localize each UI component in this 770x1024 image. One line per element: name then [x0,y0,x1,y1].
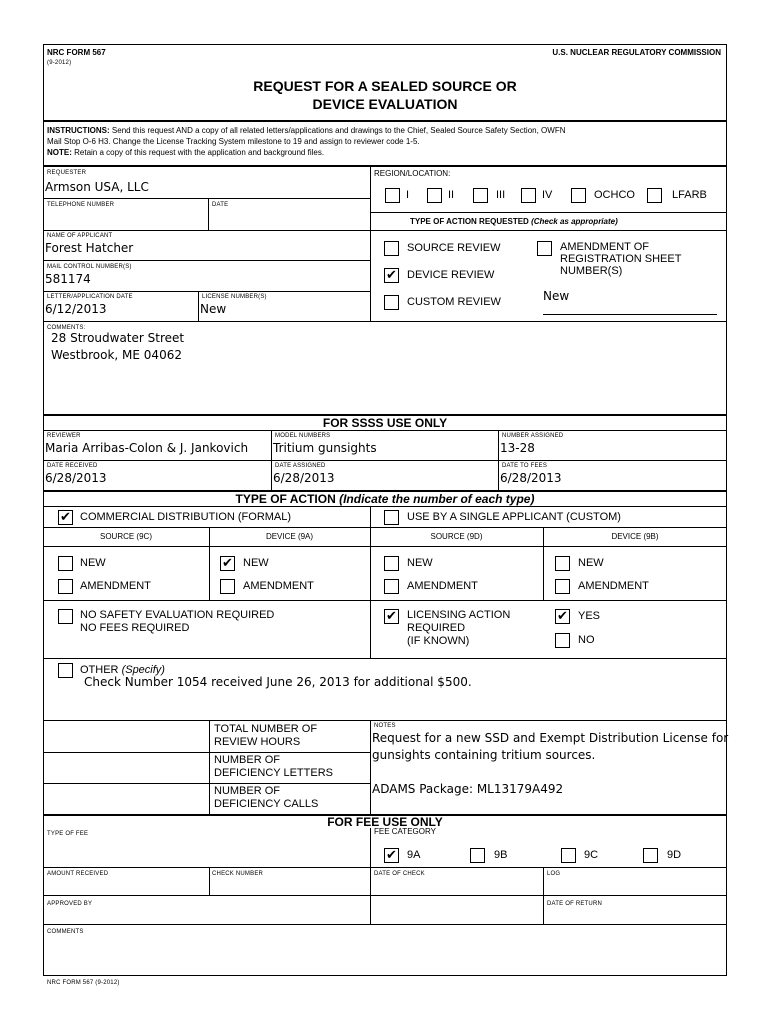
custom-review-label: CUSTOM REVIEW [407,296,501,308]
log-label: LOG [547,871,561,877]
requester-value[interactable]: Armson USA, LLC [45,180,149,194]
licensing-action-checkbox[interactable]: ✔ [384,609,399,624]
source-9c-header: SOURCE (9C) [99,532,152,541]
deficiency-calls-line2: DEFICIENCY CALLS [214,798,319,810]
9d-amendment-label: AMENDMENT [407,580,478,592]
number-assigned-label: NUMBER ASSIGNED [502,433,564,439]
licensing-no-label: NO [578,634,595,646]
ssss-header: FOR SSSS USE ONLY [322,416,448,430]
date-of-return-label: DATE OF RETURN [547,901,603,907]
9a-new-checkbox[interactable]: ✔ [220,556,235,571]
licensing-yes-checkbox[interactable]: ✔ [555,609,570,624]
9b-amendment-checkbox[interactable] [555,579,570,594]
letter-date-label: LETTER/APPLICATION DATE [47,294,133,300]
9c-amendment-label: AMENDMENT [80,580,151,592]
requester-label: REQUESTER [47,170,87,176]
region-iv-checkbox[interactable] [521,188,536,203]
region-ochco-checkbox[interactable] [571,188,586,203]
region-i-checkbox[interactable] [385,188,400,203]
date-received-label: DATE RECEIVED [47,463,98,469]
9a-new-label: NEW [243,557,269,569]
fee-9b-checkbox[interactable] [470,848,485,863]
commercial-distribution-label: COMMERCIAL DISTRIBUTION (FORMAL) [80,511,292,523]
note-text: Retain a copy of this request with the application and background files. [74,148,325,157]
device-9a-header: DEVICE (9A) [265,532,314,541]
licensing-action-label [407,609,510,648]
form-number: NRC FORM 567 [47,48,106,57]
applicant-name-value[interactable]: Forest Hatcher [45,241,134,255]
fee-9d-checkbox[interactable] [643,848,658,863]
fee-9c-label: 9C [584,849,599,861]
amendment-value[interactable]: New [543,289,570,303]
fee-9a-checkbox[interactable]: ✔ [384,848,399,863]
fee-comments-label: COMMENTS [47,929,84,935]
no-safety-checkbox[interactable] [58,609,73,624]
comments-label: COMMENTS: [47,325,86,331]
region-ochco-label: OCHCO [594,189,635,201]
notes-label: NOTES [374,723,396,729]
amendment-line1: AMENDMENT OF [560,241,650,253]
licensing-no-checkbox[interactable] [555,633,570,648]
telephone-label: TELEPHONE NUMBER [47,202,115,208]
9c-new-label: NEW [80,557,106,569]
type-of-action-header [43,492,727,506]
model-value[interactable]: Tritium gunsights [273,441,377,455]
mail-control-value[interactable]: 581174 [45,272,91,286]
type-of-action-note: (Indicate the number of each type) [339,492,535,506]
deficiency-calls-line1: NUMBER OF [214,785,280,797]
type-of-fee-label: TYPE OF FEE [47,831,89,837]
instructions-label: INSTRUCTIONS: [47,126,110,135]
model-label: MODEL NUMBERS [275,433,331,439]
amendment-line3: NUMBER(S) [560,265,623,277]
comments-line2[interactable]: Westbrook, ME 04062 [51,348,182,362]
deficiency-calls-label [214,785,318,811]
approved-by-label: APPROVED BY [47,901,93,907]
fee-9b-label: 9B [494,849,508,861]
region-lfarb-label: LFARB [672,189,707,201]
no-safety-line1: NO SAFETY EVALUATION REQUIRED [80,609,275,621]
review-hours-label [214,723,317,749]
9b-new-label: NEW [578,557,604,569]
deficiency-letters-line1: NUMBER OF [214,754,280,766]
date-to-fees-value[interactable]: 6/28/2013 [500,471,562,485]
fee-header: FOR FEE USE ONLY [327,815,443,829]
letter-date-value[interactable]: 6/12/2013 [45,302,107,316]
deficiency-letters-label [214,754,333,780]
no-safety-label [80,609,274,635]
number-assigned-value[interactable]: 13-28 [500,441,535,455]
form-date: (9-2012) [47,60,72,66]
region-iii-label: III [496,189,506,201]
other-value[interactable]: Check Number 1054 received June 26, 2013 for additional $500. [84,675,472,689]
amendment-checkbox[interactable] [537,241,552,256]
mail-control-label: MAIL CONTROL NUMBER(S) [47,264,132,270]
9b-amendment-label: AMENDMENT [578,580,649,592]
single-applicant-label: USE BY A SINGLE APPLICANT (CUSTOM) [407,511,621,523]
no-safety-line2: NO FEES REQUIRED [80,622,190,634]
source-9d-header: SOURCE (9D) [430,532,483,541]
comments-line1[interactable]: 28 Stroudwater Street [51,331,185,345]
other-checkbox[interactable] [58,663,73,678]
instructions [47,125,723,158]
source-review-checkbox[interactable] [384,241,399,256]
type-of-action-title: TYPE OF ACTION [235,492,336,506]
9a-amendment-label: AMENDMENT [243,580,314,592]
single-applicant-checkbox[interactable] [384,510,399,525]
licensing-yes-label: YES [578,610,601,622]
action-requested-header [410,217,618,226]
fee-9c-checkbox[interactable] [561,848,576,863]
date-assigned-value[interactable]: 6/28/2013 [273,471,335,485]
amendment-line2: REGISTRATION SHEET [560,253,682,265]
licensing-line3: (IF KNOWN) [407,635,470,647]
device-review-label: DEVICE REVIEW [407,269,495,281]
note-label: NOTE: [47,148,72,157]
applicant-name-label: NAME OF APPLICANT [47,233,113,239]
fee-category-label: FEE CATEGORY [374,827,436,836]
deficiency-letters-line2: DEFICIENCY LETTERS [214,767,333,779]
notes-line1[interactable]: Request for a new SSD and Exempt Distribution License for [372,731,729,745]
date-to-fees-label: DATE TO FEES [502,463,548,469]
licensing-line2: REQUIRED [407,622,466,634]
other-specify: (Specify) [121,664,165,676]
commercial-distribution-checkbox[interactable]: ✔ [58,510,73,525]
9c-new-checkbox[interactable] [58,556,73,571]
form-title-line1: REQUEST FOR A SEALED SOURCE OR [253,78,517,94]
region-iii-checkbox[interactable] [473,188,488,203]
notes-line3[interactable]: ADAMS Package: ML13179A492 [372,782,564,796]
license-value[interactable]: New [200,302,227,316]
fee-9d-label: 9D [667,849,682,861]
9a-amendment-checkbox[interactable] [220,579,235,594]
instructions-text2: Mail Stop O-6 H3. Change the License Tracking System milestone to 19 and assign to reviewer code 1-5. [47,137,420,146]
9b-new-checkbox[interactable] [555,556,570,571]
custom-review-checkbox[interactable] [384,295,399,310]
check-number-label: CHECK NUMBER [212,871,264,877]
other-label-text: OTHER [80,664,119,676]
device-9b-header: DEVICE (9B) [611,532,659,541]
divider [43,165,727,167]
agency-name: U.S. NUCLEAR REGULATORY COMMISSION [552,48,721,57]
date-received-value[interactable]: 6/28/2013 [45,471,107,485]
divider [43,120,727,122]
date-assigned-label: DATE ASSIGNED [275,463,326,469]
region-ii-checkbox[interactable] [427,188,442,203]
region-i-label: I [406,189,410,201]
fee-9a-label: 9A [407,849,421,861]
9d-amendment-checkbox[interactable] [384,579,399,594]
action-requested-title: TYPE OF ACTION REQUESTED [410,217,529,226]
amendment-label [560,241,681,277]
reviewer-label: REVIEWER [47,433,81,439]
review-hours-line1: TOTAL NUMBER OF [214,723,318,735]
9d-new-label: NEW [407,557,433,569]
amount-received-label: AMOUNT RECEIVED [47,871,109,877]
source-review-label: SOURCE REVIEW [407,242,501,254]
9c-amendment-checkbox[interactable] [58,579,73,594]
licensing-line1: LICENSING ACTION [407,609,511,621]
notes-line2[interactable]: gunsights containing tritium sources. [372,748,596,762]
region-lfarb-checkbox[interactable] [647,188,662,203]
license-label: LICENSE NUMBER(S) [202,294,267,300]
region-label: REGION/LOCATION: [374,169,451,178]
action-requested-note: (Check as appropriate) [531,217,618,226]
form-footer: NRC FORM 567 (9-2012) [47,980,120,986]
device-review-checkbox[interactable]: ✔ [384,268,399,283]
region-ii-label: II [448,189,455,201]
region-iv-label: IV [542,189,553,201]
instructions-text1: Send this request AND a copy of all related letters/applications and drawings to the Chief, Sealed Source Safety Section, OWFN [111,126,566,135]
date-label: DATE [212,202,229,208]
form-title-line2: DEVICE EVALUATION [312,96,458,112]
9d-new-checkbox[interactable] [384,556,399,571]
review-hours-line2: REVIEW HOURS [214,736,301,748]
date-of-check-label: DATE OF CHECK [374,871,425,877]
reviewer-value[interactable]: Maria Arribas-Colon & J. Jankovich [45,441,249,455]
